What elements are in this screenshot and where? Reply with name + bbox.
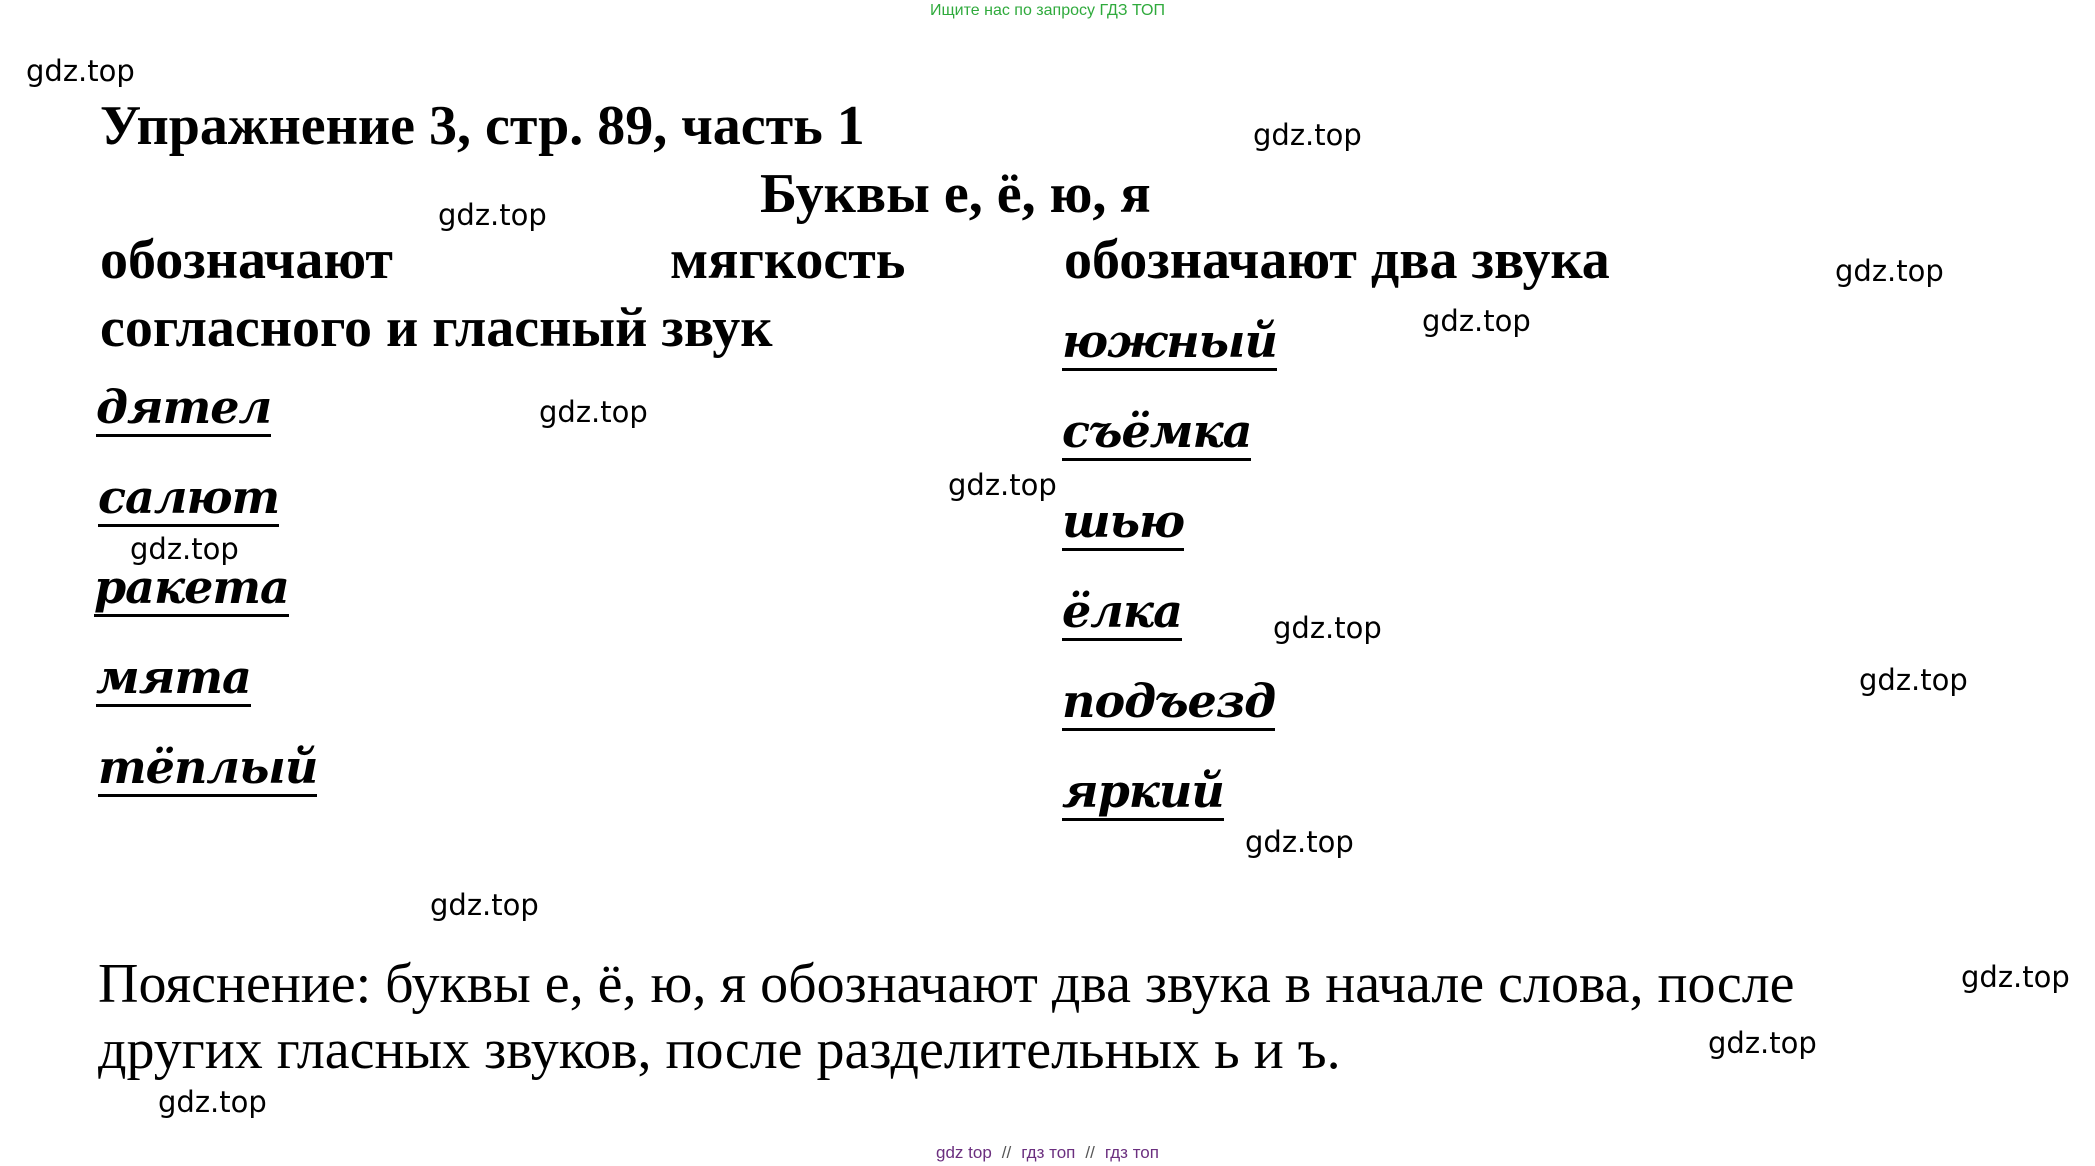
right-word-3: шью — [1062, 498, 1184, 551]
topic-subtitle: Буквы е, ё, ю, я — [760, 163, 1151, 225]
watermark: gdz.top — [539, 395, 648, 429]
right-word-4: ёлка — [1062, 588, 1182, 641]
watermark: gdz.top — [430, 888, 539, 922]
explanation-line-1: Пояснение: буквы е, ё, ю, я обозначают два звука в начале слова, после — [98, 953, 1795, 1015]
left-column-header-word2: мягкость — [670, 229, 906, 291]
watermark: gdz.top — [438, 198, 547, 232]
left-word-4: мята — [96, 654, 251, 707]
exercise-title: Упражнение 3, стр. 89, часть 1 — [100, 95, 865, 157]
watermark: gdz.top — [1859, 663, 1968, 697]
watermark: gdz.top — [158, 1085, 267, 1119]
left-word-5: тёплый — [98, 744, 317, 797]
footer-separator: // — [1001, 1143, 1012, 1162]
watermark: gdz.top — [1245, 825, 1354, 859]
right-word-6: яркий — [1062, 768, 1224, 821]
watermark: gdz.top — [948, 468, 1057, 502]
footer-link-3[interactable]: гдз топ — [1104, 1143, 1159, 1162]
footer-link-2[interactable]: гдз топ — [1021, 1143, 1076, 1162]
left-word-3: ракета — [94, 564, 289, 617]
watermark: gdz.top — [130, 532, 239, 566]
explanation-line-2: других гласных звуков, после разделительных ь и ъ. — [98, 1019, 1341, 1081]
watermark: gdz.top — [1708, 1026, 1817, 1060]
footer-separator: // — [1085, 1143, 1095, 1162]
watermark: gdz.top — [1422, 304, 1531, 338]
footer — [0, 1143, 2095, 1163]
left-column-header-word1: обозначают — [100, 229, 393, 291]
watermark: gdz.top — [1253, 118, 1362, 152]
left-column-header-line2: согласного и гласный звук — [100, 297, 773, 359]
watermark: gdz.top — [1273, 611, 1382, 645]
left-word-1: дятел — [96, 384, 271, 437]
right-word-5: подъезд — [1062, 678, 1275, 731]
right-word-1: южный — [1062, 318, 1277, 371]
watermark: gdz.top — [26, 54, 135, 88]
left-word-2: салют — [98, 474, 279, 527]
footer-link-1[interactable]: gdz top — [936, 1143, 992, 1162]
watermark: gdz.top — [1961, 960, 2070, 994]
right-column-header: обозначают два звука — [1064, 229, 1610, 291]
top-banner: Ищите нас по запросу ГДЗ ТОП — [930, 2, 1165, 19]
right-word-2: съёмка — [1062, 408, 1251, 461]
watermark: gdz.top — [1835, 254, 1944, 288]
